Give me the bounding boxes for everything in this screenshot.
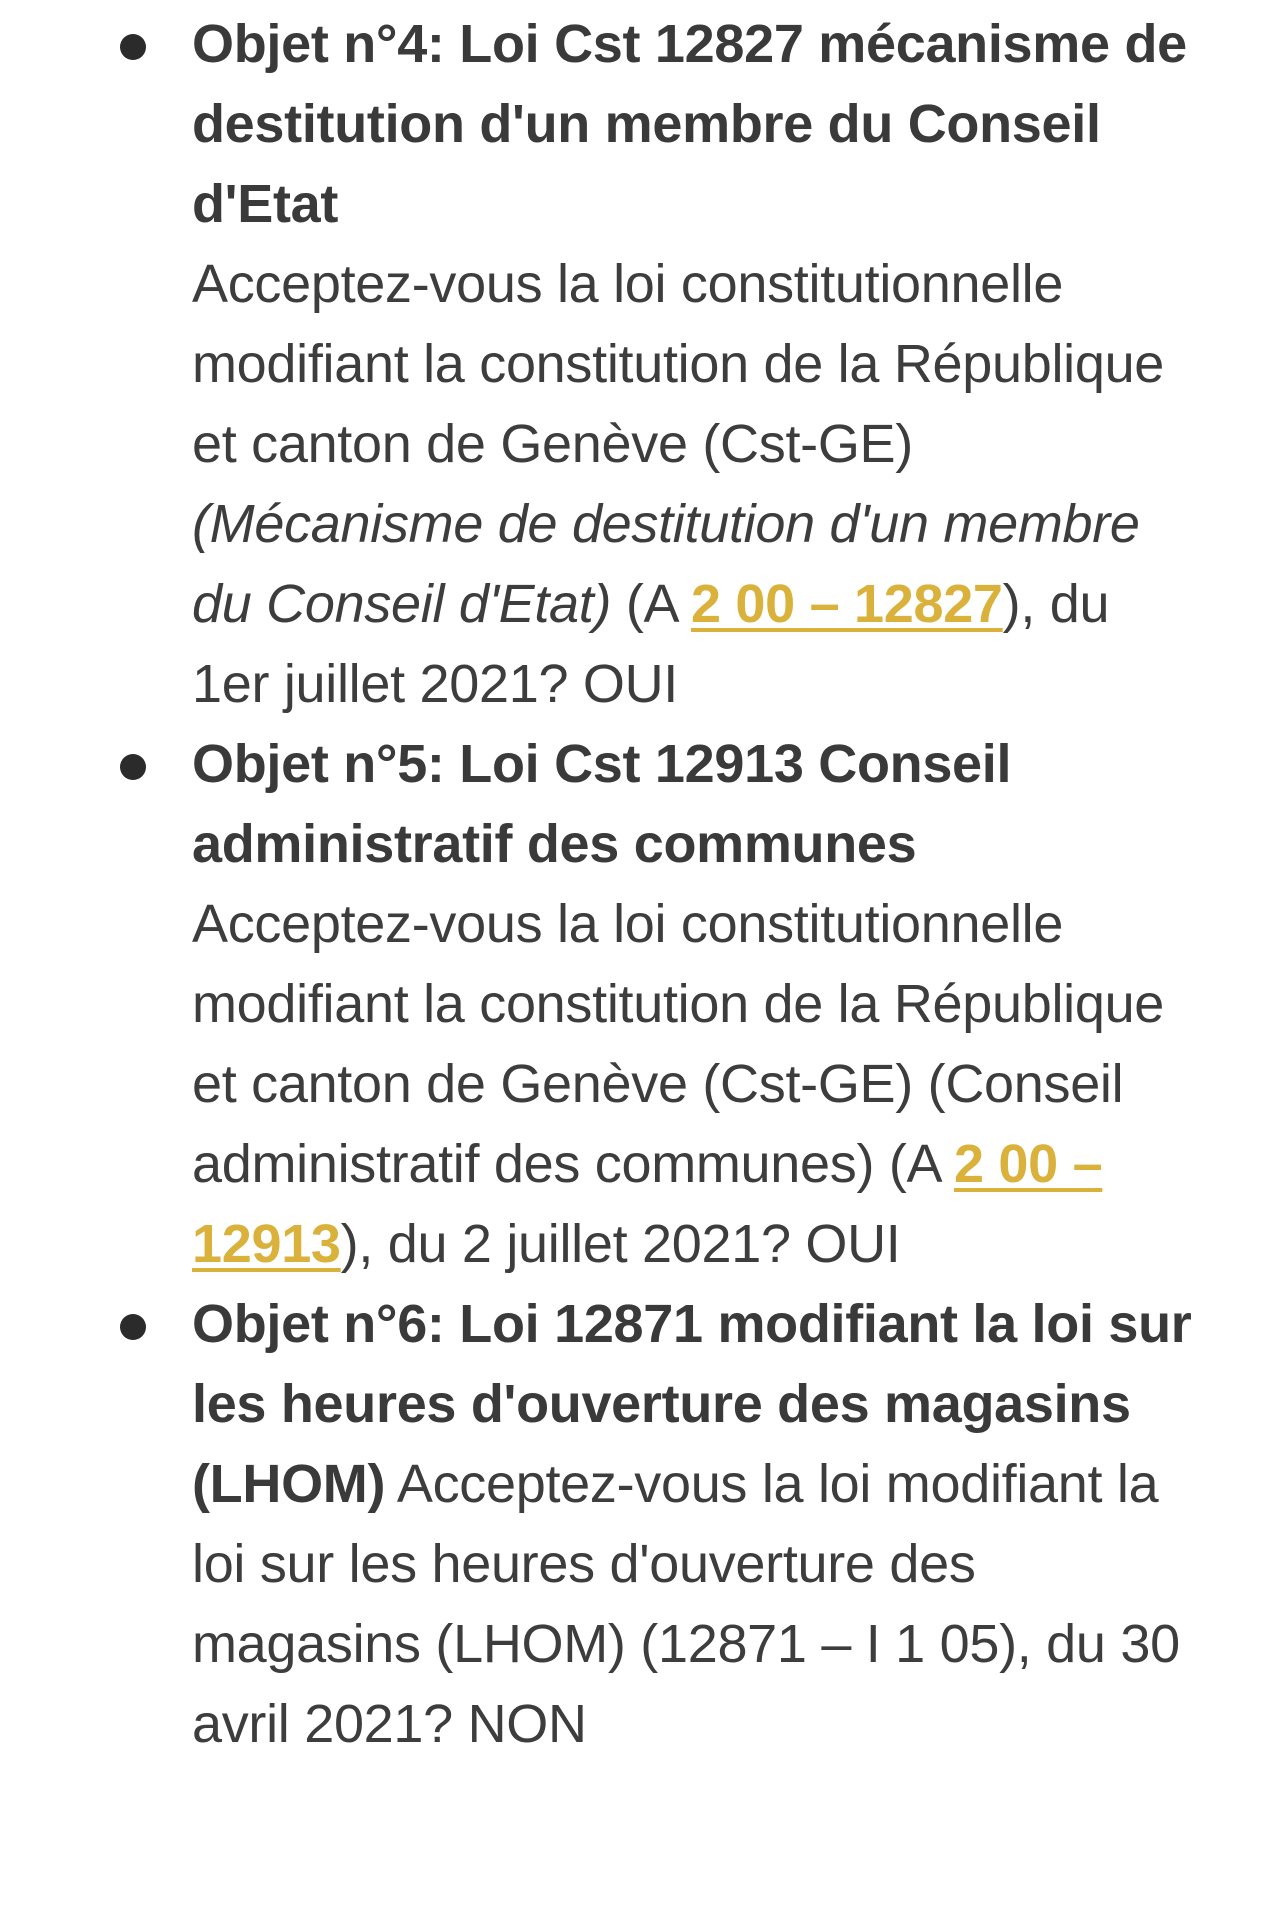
objet-heading: Objet n°4: Loi Cst 12827 mécanisme de destitution d'un membre du Conseil d'Etat xyxy=(192,14,1187,234)
reference-link[interactable]: 2 00 – 12827 xyxy=(690,574,1003,634)
objet-text: ), du 2 juillet 2021? OUI xyxy=(340,1214,901,1274)
list-item-objet-4 xyxy=(0,4,1192,724)
objet-text: Acceptez-vous la loi modifiant la loi sur les heures d'ouverture des magasins (LHOM) (12871 – I 1 05), du 30 avril 2021? NON xyxy=(192,1454,1180,1754)
objet-text: Acceptez-vous la loi constitutionnelle modifiant la constitution de la République et canton de Genève (Cst-GE) (Conseil administratif des communes) (A xyxy=(192,894,1165,1194)
objets-list xyxy=(0,4,1284,1764)
objet-text: (A xyxy=(611,574,691,634)
list-item-objet-6 xyxy=(0,1284,1192,1764)
bullet-icon xyxy=(120,34,146,60)
reference-link[interactable]: 2 00 – 12913 xyxy=(192,1134,1103,1274)
objet-heading: Objet n°5: Loi Cst 12913 Conseil administratif des communes xyxy=(192,734,1012,874)
bullet-icon xyxy=(120,1314,146,1340)
list-item-objet-5 xyxy=(0,724,1192,1284)
objet-heading: Objet n°6: Loi 12871 modifiant la loi sur les heures d'ouverture des magasins (LHOM) xyxy=(192,1294,1192,1514)
bullet-icon xyxy=(120,754,146,780)
objet-text: Acceptez-vous la loi constitutionnelle modifiant la constitution de la République et canton de Genève (Cst-GE) xyxy=(192,254,1165,474)
objet-text: ), du 1er juillet 2021? OUI xyxy=(192,574,1110,714)
objet-italic-text: (Mécanisme de destitution d'un membre du Conseil d'Etat) xyxy=(192,494,1140,634)
